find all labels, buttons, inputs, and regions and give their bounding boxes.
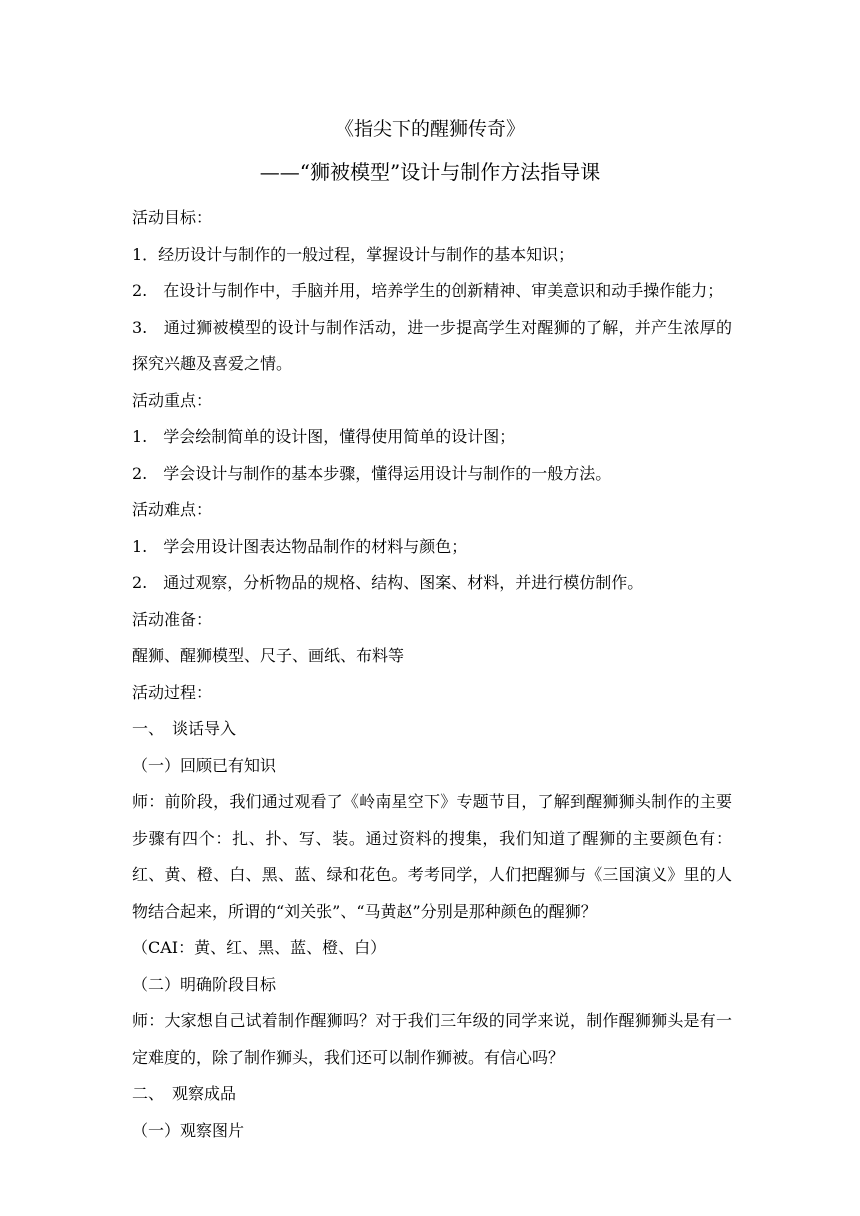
document-body — [132, 200, 732, 1149]
section-heading-process: 活动过程： — [132, 682, 213, 702]
teacher-dialogue-2: 师：大家想自己试着制作醒狮吗？对于我们三年级的同学来说，制作醒狮狮头是有一定难度的，除了制作狮头，我们还可以制作狮被。有信心吗？ — [132, 1011, 732, 1067]
section-heading-key-points: 活动重点： — [132, 390, 213, 410]
key-point-item-2: 2. 学会设计与制作的基本步骤，懂得运用设计与制作的一般方法。 — [132, 463, 612, 483]
process-step-1-heading: 一、 谈话导入 — [132, 719, 237, 738]
teacher-dialogue-1: 师：前阶段，我们通过观看了《岭南星空下》专题节目，了解到醒狮狮头制作的主要步骤有四个：扎、扑、写、装。通过资料的搜集，我们知道了醒狮的主要颜色有：红、黄、橙、白、黑、蓝、绿和花色。考考同学，人们把醒狮与《三国演义》里的人物结合起来，所谓的“刘关张”、“马黄赵”分别是那种颜色的醒狮？ — [132, 792, 732, 921]
difficulty-item-2: 2. 通过观察，分析物品的规格、结构、图案、材料，并进行模仿制作。 — [132, 573, 644, 592]
difficulty-item-1: 1. 学会用设计图表达物品制作的材料与颜色； — [132, 536, 468, 556]
preparation-materials: 醒狮、醒狮模型、尺子、画纸、布料等 — [132, 646, 405, 665]
process-substep-1-1: （一）回顾已有知识 — [132, 755, 277, 775]
section-heading-goals: 活动目标： — [132, 208, 213, 227]
section-heading-preparation: 活动准备： — [132, 609, 213, 629]
process-step-2-heading: 二、 观察成品 — [132, 1084, 237, 1103]
goal-item-2: 2. 在设计与制作中，手脑并用，培养学生的创新精神、审美意识和动手操作能力； — [132, 281, 724, 300]
document-subtitle: ——“狮被模型”设计与制作方法指导课 — [259, 160, 601, 184]
process-substep-2-1: （一）观察图片 — [132, 1120, 245, 1140]
key-point-item-1: 1. 学会绘制简单的设计图，懂得使用简单的设计图； — [132, 427, 516, 446]
goal-item-1: 1．经历设计与制作的一般过程，掌握设计与制作的基本知识； — [132, 244, 575, 264]
document-title: 《指尖下的醒狮传奇》 — [334, 118, 525, 140]
section-heading-difficulties: 活动难点： — [132, 500, 213, 519]
cai-note: （CAI：黄、红、黑、蓝、橙、白） — [132, 938, 387, 957]
process-substep-1-2: （二）明确阶段目标 — [132, 974, 277, 994]
goal-item-3: 3. 通过狮被模型的设计与制作活动，进一步提高学生对醒狮的了解，并产生浓厚的探究兴趣及喜爱之情。 — [132, 317, 732, 373]
